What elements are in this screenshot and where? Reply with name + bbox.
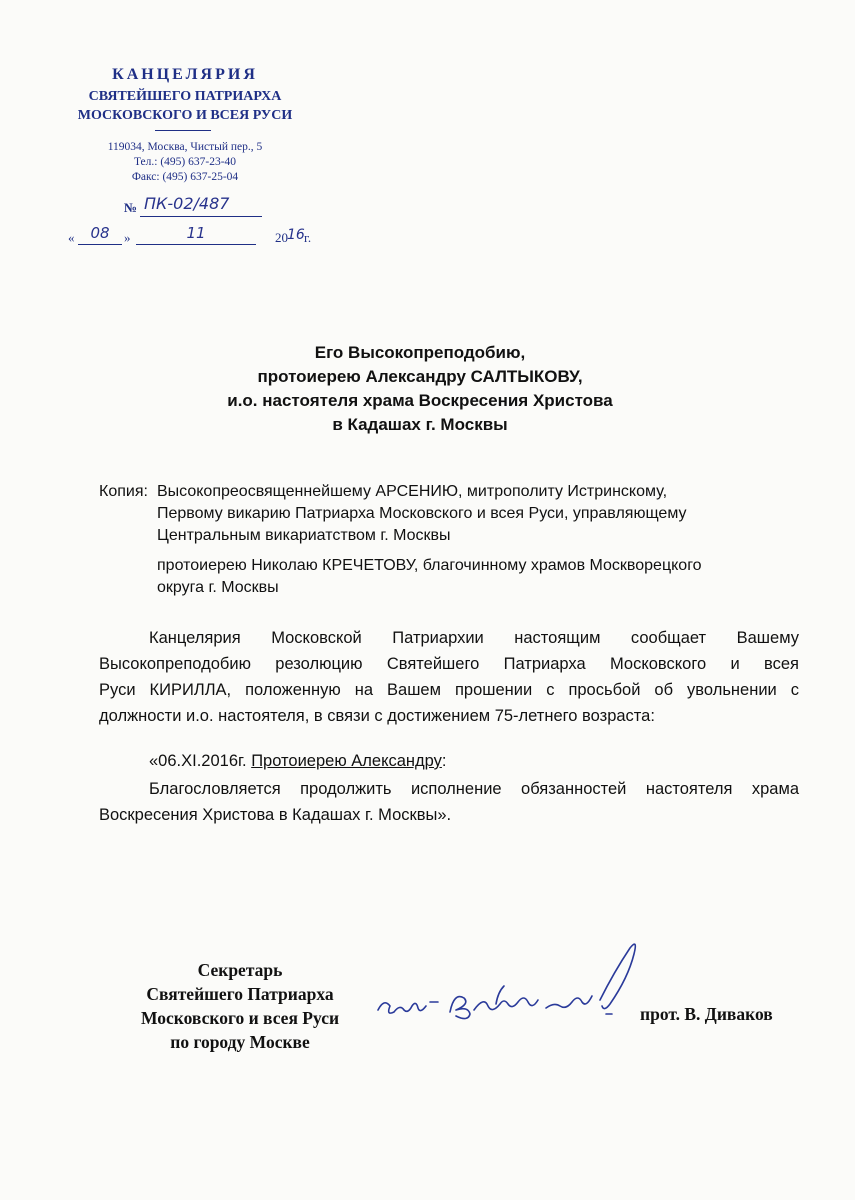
copy-recipient-1: Первому викарию Патриарха Московского и всея Руси, управляющему: [157, 505, 687, 522]
signatory-title: [120, 958, 360, 1054]
number-value: ПК-02/487: [140, 194, 262, 217]
number-label: №: [124, 200, 138, 215]
copy-recipient-2: округа г. Москвы: [157, 579, 279, 596]
handwritten-signature: [370, 940, 645, 1040]
letterhead-divider: [155, 130, 211, 131]
addressee-line: в Кадашах г. Москвы: [332, 415, 508, 434]
body-line: Благословляется продолжить исполнение обязанностей настоятеля храма: [149, 780, 799, 798]
copy-recipient-1: Центральным викариатством г. Москвы: [157, 527, 451, 544]
resolution-colon: :: [441, 752, 447, 770]
date-day: 08: [78, 224, 122, 245]
addressee-line: протоиерею Александру САЛТЫКОВУ,: [257, 367, 583, 386]
letterhead-address: 119034, Москва, Чистый пер., 5: [107, 141, 263, 153]
letterhead-line1: СВЯТЕЙШЕГО ПАТРИАРХА: [88, 89, 282, 104]
addressee-line: Его Высокопреподобию,: [314, 343, 526, 362]
signatory-title-line: Святейшего Патриарха: [146, 984, 334, 1004]
letterhead-fax: Факс: (495) 637-25-04: [131, 171, 239, 183]
date-close-quote: »: [124, 230, 131, 245]
copy-recipient-1: Высокопреосвященнейшему АРСЕНИЮ, митрополиту Истринскому,: [157, 483, 668, 500]
date-month: 11: [136, 224, 256, 245]
body-line: Высокопреподобию резолюцию Святейшего Патриарха Московского и всея: [99, 655, 799, 673]
resolution-heading: [149, 752, 447, 771]
resolution-date: «06.XI.2016г.: [149, 752, 247, 770]
signatory-title-line: Московского и всея Руси: [140, 1008, 340, 1028]
body-line: Канцелярия Московской Патриархии настоящим сообщает Вашему: [149, 629, 799, 647]
date-year-g: г.: [304, 230, 312, 245]
resolution-text: [99, 776, 799, 828]
copy-label: Копия:: [99, 483, 148, 500]
body-line: Руси КИРИЛЛА, положенную на Вашем прошении с просьбой об увольнении с: [99, 681, 799, 699]
body-paragraph: [99, 625, 799, 729]
copy-recipient-2: протоиерею Николаю КРЕЧЕТОВУ, благочинному храмов Москворецкого: [157, 557, 702, 574]
body-line: должности и.о. настоятеля, в связи с достижением 75-летнего возраста:: [99, 707, 655, 725]
signatory-title-line: Секретарь: [197, 960, 283, 980]
resolution-addressee: Протоиерею Александру: [251, 752, 442, 770]
signatory-name: прот. В. Диваков: [640, 1004, 773, 1024]
reference-date: [68, 224, 312, 248]
signatory-title-line: по городу Москве: [170, 1032, 310, 1052]
date-open-quote: «: [68, 230, 75, 245]
body-line: Воскресения Христова в Кадашах г. Москвы».: [99, 806, 452, 824]
letterhead-title: КАНЦЕЛЯРИЯ: [112, 66, 258, 83]
addressee-block: [120, 341, 720, 437]
letterhead-phone: Тел.: (495) 637-23-40: [133, 156, 237, 168]
letterhead-line2: МОСКОВСКОГО И ВСЕЯ РУСИ: [77, 108, 293, 123]
date-year-suffix: 16: [287, 227, 305, 243]
addressee-line: и.о. настоятеля храма Воскресения Христова: [227, 391, 613, 410]
date-year-prefix: 20: [275, 230, 288, 245]
